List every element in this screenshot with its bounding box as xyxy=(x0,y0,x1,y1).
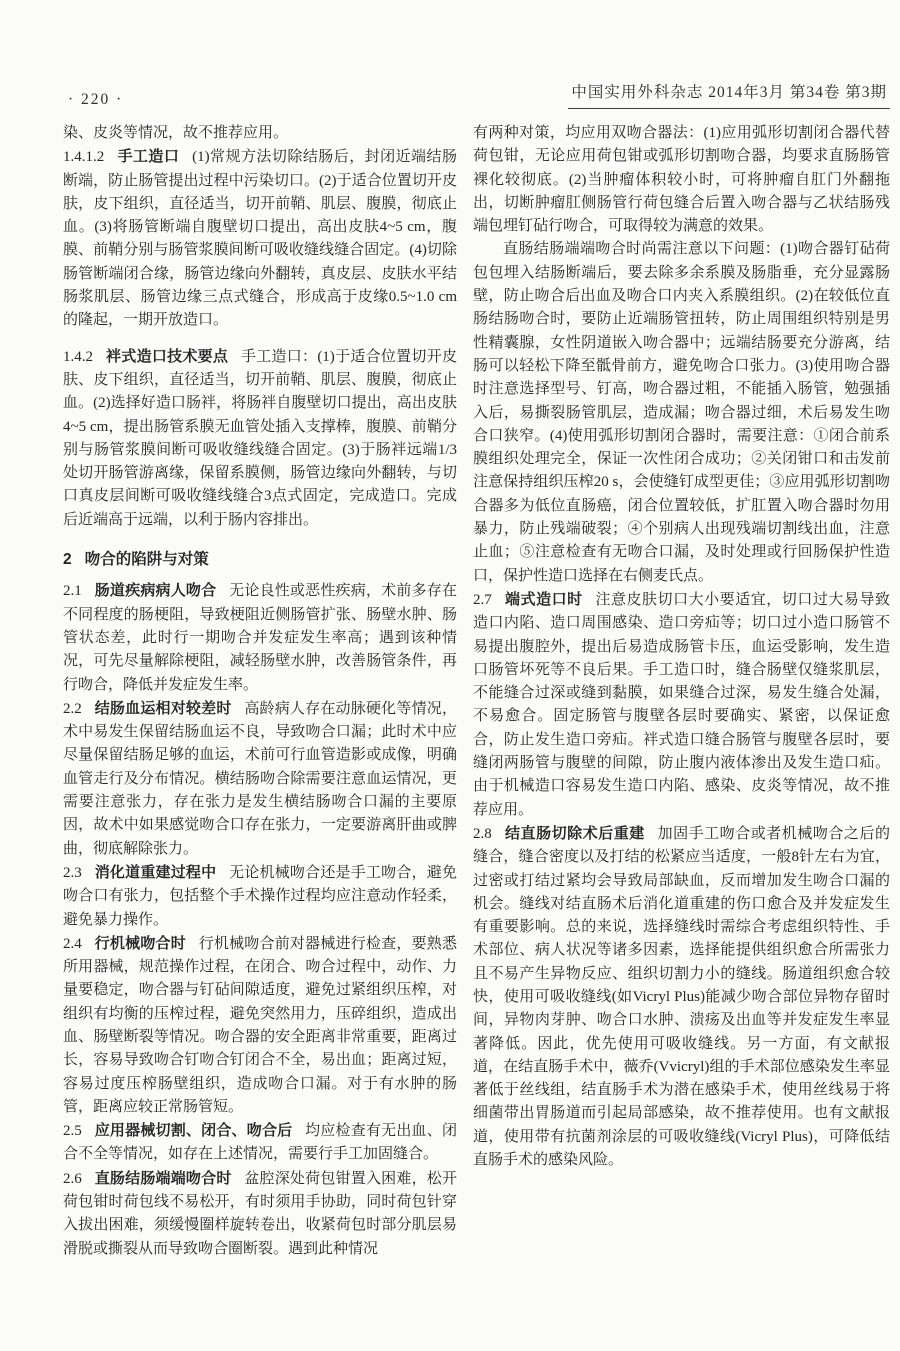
section-title: 消化道重建过程中 xyxy=(94,863,217,881)
section-title: 吻合的陷阱与对策 xyxy=(84,551,209,569)
section-2.7 xyxy=(473,588,890,822)
section-number: 2.8 xyxy=(473,825,492,842)
paragraph-text: 行机械吻合前对器械进行检查，要熟悉所用器械，规范操作过程，在闭合、吻合过程中，动作、力量要稳定，吻合器与钉砧间隙适度，避免过紧组织压榨，对组织有均衡的压榨过程，避免突然用力，压碎组织，造成出血、肠壁断裂等情况。吻合器的安全距离非常重要，距离过长，容易导致吻合钉吻合钉闭合不全，易出血；距离过短，容易过度压榨肠壁组织，造成吻合口漏。对于有水肿的肠管，距离应较正常肠管短。 xyxy=(63,935,457,1115)
journal-citation: 中国实用外科杂志 2014年3月 第34卷 第3期 xyxy=(568,84,890,109)
paragraph-text: 无论良性或恶性疾病，术前多存在不同程度的肠梗阻，导致梗阻近侧肠管扩张、肠壁水肿、肠管状态差，此时行一期吻合并发症发生率高；遇到该种情况，可先尽量解除梗阻，减轻肠壁水肿，改善肠管条件，再行吻合，降低并发症发生率。 xyxy=(63,583,457,693)
paragraph-text: 均应检查有无出血、闭合不全等情况，如存在上述情况，需要行手工加固缝合。 xyxy=(63,1123,457,1163)
section-2 xyxy=(63,548,457,571)
section-title: 端式造口时 xyxy=(504,590,583,608)
paragraph-text: 直肠结肠端端吻合时尚需注意以下问题：(1)吻合器钉砧荷包包埋入结肠断端后，要去除多余系膜及肠脂垂，充分显露肠壁，防止吻合后出血及吻合口内夹入系膜组织。(2)在较低位直肠结肠吻合时，要防止近端肠管扭转，防止周围组织特别是男性精囊腺，女性阴道嵌入吻合器中；远端结肠要充分游离，结肠可以轻松下降至骶骨前方，避免吻合口张力。(3)使用吻合器时注意选择型号、钉高，吻合器过粗，不能插入肠管，勉强插入后，易撕裂肠管肌层，造成漏；吻合器过细，术后易发生吻合口狭窄。(4)使用弧形切割闭合器时，需要注意：①闭合前系膜组织处理完全，保证一次性闭合成功；②关闭钳口和击发前注意保持组织压榨20 s，会使缝钉成型更佳；③应用弧形切割吻合器多为低位直肠癌，闭合位置较低，扩肛置入吻合器时勿用暴力，防止残端破裂；④个别病人出现残端切割线出血，注意止血；⑤注意检查有无吻合口漏，及时处理或行回肠保护性造口，保护性造口选择在右侧麦氏点。 xyxy=(473,241,890,584)
section-title: 袢式造口技术要点 xyxy=(105,347,229,365)
paragraph-text: 染、皮炎等情况，故不推荐应用。 xyxy=(63,125,289,141)
section-title: 肠道疾病病人吻合 xyxy=(94,582,217,600)
paragraph-text: (1)常规方法切除结肠后，封闭近端结肠断端，防止肠管提出过程中污染切口。(2)于适合位置切开皮肤，皮下组织，直径适当，切开前鞘、肌层、腹膜，彻底止血。(3)将肠管断端自腹壁切口提出，高出皮肤4~5 cm，腹膜、前鞘分别与肠管浆膜间断可吸收缝线缝合固定。(4)切除肠管断端闭合缘，肠管边缘向外翻转，真皮层、皮肤水平结肠浆肌层、肠管边缘三点式缝合，形成高于皮缘0.5~1.0 cm的隆起，一期开放造口。 xyxy=(63,149,457,329)
section-2.8 xyxy=(473,822,890,1172)
section-2.1 xyxy=(63,579,457,696)
right-column xyxy=(473,122,890,1261)
paragraph xyxy=(473,238,890,587)
section-number: 2.6 xyxy=(63,1170,82,1187)
paragraph-text: 无论机械吻合还是手工吻合，避免吻合口有张力，包括整个手术操作过程均应注意动作轻柔，避免暴力操作。 xyxy=(63,864,457,928)
section-title: 直肠结肠端端吻合时 xyxy=(94,1169,232,1187)
section-number: 2.3 xyxy=(63,864,82,881)
article-body xyxy=(63,122,890,1261)
section-title: 结直肠切除术后重建 xyxy=(504,824,645,842)
section-number: 2.1 xyxy=(63,583,82,600)
section-title: 手工造口 xyxy=(117,148,180,166)
section-number: 2.4 xyxy=(63,935,82,952)
paragraph-text: 盆腔深处荷包钳置入困难，松开荷包钳时荷包线不易松开，有时须用手协助，同时荷包针穿入拔出困难，须缓慢圈样旋转卷出，收紧荷包时部分肌层易滑脱或撕裂从而导致吻合圈断裂。遇到此种情况 xyxy=(63,1170,457,1257)
section-1.4.2 xyxy=(63,345,457,532)
section-2.2 xyxy=(63,697,457,861)
paragraph-text: 手工造口：(1)于适合位置切开皮肤、皮下组织，直径适当，切开前鞘、肌层、腹膜，彻底止血。(2)选择好造口肠袢，将肠袢自腹壁切口提出，高出皮肤4~5 cm，提出肠管系膜无血管处插入支撑棒，腹膜、前鞘分别与肠管浆膜间断可吸收缝线缝合固定。(3)于肠袢远端1/3处切开肠管游离缘，保留系膜侧，肠管边缘向外翻转，与切口真皮层间断可吸收缝线缝合3点式固定，完成造口。完成后近端高于远端，以利于肠内容排出。 xyxy=(63,348,457,528)
section-2.4 xyxy=(63,932,457,1119)
section-title: 行机械吻合时 xyxy=(94,934,186,952)
paragraph xyxy=(63,122,457,145)
page-number: · 220 · xyxy=(68,91,124,108)
section-title: 结肠血运相对较差时 xyxy=(94,699,232,717)
left-column xyxy=(63,122,457,1261)
section-number: 2.7 xyxy=(473,591,492,608)
paragraph-text: 有两种对策，均应用双吻合器法：(1)应用弧形切割闭合器代替荷包钳，无论应用荷包钳或弧形切割吻合器，均要求直肠肠管裸化较彻底。(2)当肿瘤体积较小时，可将肿瘤自肛门外翻拖出，切断肿瘤肛侧肠管行荷包缝合后置入吻合器与乙状结肠残端包埋钉砧行吻合，可取得较为满意的效果。 xyxy=(473,125,890,235)
page-header xyxy=(63,84,890,109)
section-number: 2.2 xyxy=(63,700,82,717)
section-number: 1.4.2 xyxy=(63,348,93,365)
section-number: 1.4.1.2 xyxy=(63,149,105,166)
section-2.6 xyxy=(63,1167,457,1261)
section-2.5 xyxy=(63,1119,457,1167)
section-1.4.1.2 xyxy=(63,145,457,332)
section-2.3 xyxy=(63,861,457,932)
paragraph-text: 注意皮肤切口大小要适宜，切口过大易导致造口内陷、造口周围感染、造口旁疝等；切口过小造口肠管不易提出腹腔外，提出后易造成肠管卡压，血运受影响，发生造口肠管坏死等不良后果。手工造口时，缝合肠壁仅缝浆肌层，不能缝合过深或缝到黏膜，如果缝合过深，易发生缝合处漏，不易愈合。固定肠管与腹壁各层时要确实、紧密，以保证愈合，防止发生造口旁疝。袢式造口缝合肠管与腹壁各层时，要缝闭两肠管与腹壁的间隙，防止腹内液体渗出及发生造口疝。由于机械造口容易发生造口内陷、感染、皮炎等情况，故不推荐应用。 xyxy=(473,591,890,818)
section-title: 应用器械切割、闭合、吻合后 xyxy=(94,1122,293,1140)
section-number: 2.5 xyxy=(63,1123,82,1140)
paragraph-text: 加固手工吻合或者机械吻合之后的缝合，缝合密度以及打结的松紧应当适度，一般8针左右为宜，过密或打结过紧均会导致局部缺血，反而增加发生吻合口漏的机会。缝线对结直肠术后消化道重建的伤口愈合及并发症发生有重要影响。总的来说，选择缝线时需综合考虑组织特性、手术部位、病人状况等诸多因素，选择能提供组织愈合所需张力且不易产生异物反应、组织切割力小的缝线。肠道组织愈合较快，使用可吸收缝线(如Vicryl Plus)能减少吻合部位异物存留时间，异物肉芽肿、吻合口水肿、溃疡及出血等并发症发生率显著降低。因此，优先使用可吸收缝线。另一方面，有文献报道，在结直肠手术中，薇乔(Vvicryl)组的手术部位感染发生率显著低于丝线组，结直肠手术为潜在感染手术，使用丝线易于将细菌带出胃肠道而引起局部感染，故不推荐使用。也有文献报道，使用带有抗菌剂涂层的可吸收缝线(Vicryl Plus)，可降低结直肠手术的感染风险。 xyxy=(473,825,890,1169)
paragraph xyxy=(473,122,890,238)
paragraph-text: 高龄病人存在动脉硬化等情况，术中易发生保留结肠血运不良，导致吻合口漏；此时术中应尽量保留结肠足够的血运，术前可行血管造影或成像，明确血管走行及分布情况。横结肠吻合除需要注意血运情况，更需要注意张力，存在张力是发生横结肠吻合口漏的主要原因，故术中如果感觉吻合口存在张力，一定要游离肝曲或脾曲，彻底解除张力。 xyxy=(63,700,457,857)
section-number: 2 xyxy=(63,551,72,569)
